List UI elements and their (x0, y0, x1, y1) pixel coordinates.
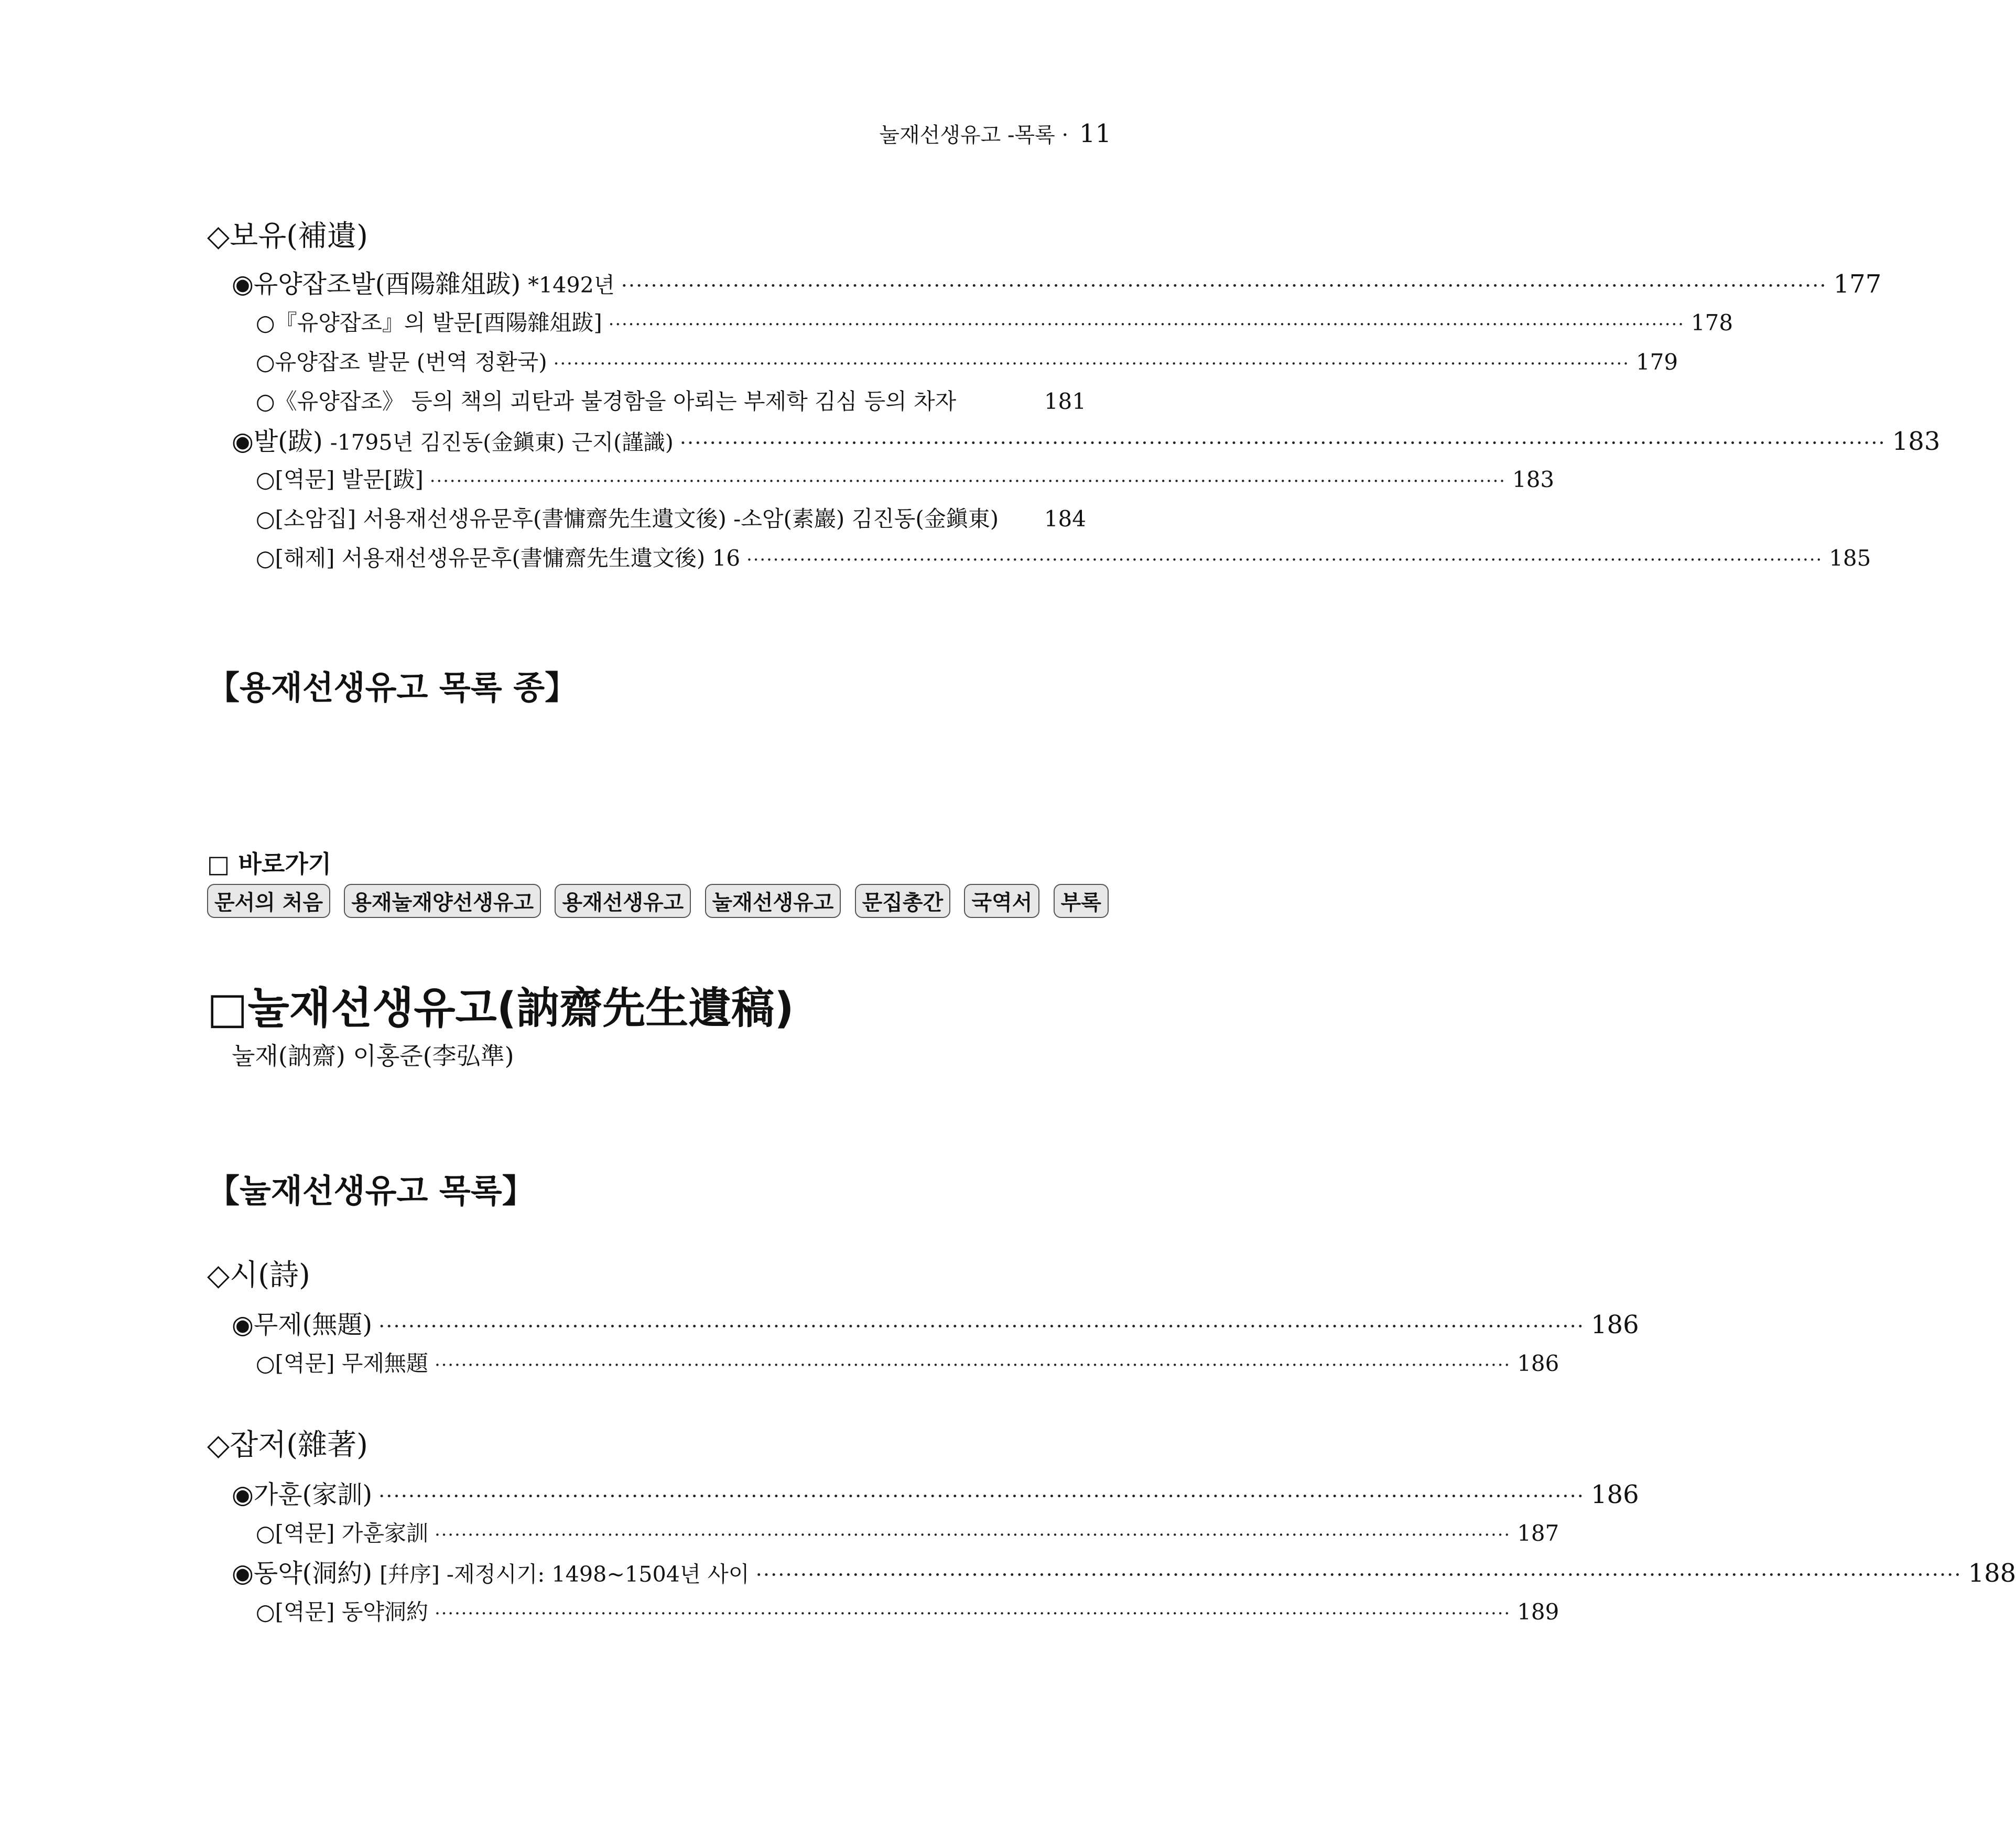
leader-dots: ·································································································································································· (435, 1603, 1511, 1624)
toc-page-number: 188 (1968, 1559, 2016, 1588)
toc-entry[interactable]: ○《유양잡조》 등의 책의 괴탄과 불경함을 아뢰는 부제학 김심 등의 차자 181 (256, 388, 1086, 414)
leader-dots: ·································································································································································· (746, 549, 1823, 570)
toc-page-number: 186 (1591, 1480, 1639, 1509)
end-of-toc-heading: 【용재선생유고 목록 종】 (207, 668, 578, 707)
author-line: 눌재(訥齋) 이홍준(李弘準) (232, 1042, 514, 1070)
leader-dots: ·································································································································································· (378, 1315, 1585, 1338)
toc-entry[interactable]: ○[소암집] 서용재선생유문후(書慵齋先生遺文後) -소암(素巖) 김진동(金鎭東) 184 (256, 506, 1086, 532)
leader-dots: ·································································································································································· (435, 1525, 1511, 1545)
leader-dots: ·································································································································································· (755, 1563, 1962, 1587)
toc-entry[interactable]: ◉가훈(家訓) ·································································································································································· 186 (232, 1480, 1639, 1509)
leader-dots: ·································································································································································· (378, 1485, 1585, 1508)
toc-entry[interactable]: ◉무제(無題) ·································································································································································· 186 (232, 1310, 1639, 1339)
toc-entry[interactable]: ○[역문] 가훈家訓 ·································································································································································· 187 (256, 1520, 1559, 1546)
shortcut-button-munjip[interactable]: 문집총간 (855, 884, 951, 918)
toc-page-number: 187 (1517, 1520, 1559, 1546)
leader-dots: ·································································································································································· (679, 431, 1886, 455)
shortcut-bar (207, 884, 1109, 918)
toc-page-number: 177 (1833, 269, 1882, 299)
toc-page-number: 183 (1892, 427, 1941, 456)
toc-entry[interactable]: ◉발(跋) -1795년 김진동(金鎭東) 근지(謹識) ·································································································································································· 183 (232, 427, 1941, 456)
shortcut-button-translation[interactable]: 국역서 (964, 884, 1039, 918)
toc-entry[interactable]: ○유양잡조 발문 (번역 정환국) ·································································································································································· 179 (256, 349, 1678, 375)
shortcut-button-yongjae-nuljae[interactable]: 용재눌재양선생유고 (344, 884, 541, 918)
toc-entry[interactable]: ○[역문] 무제無題 ·································································································································································· 186 (256, 1350, 1559, 1376)
shortcut-button-appendix[interactable]: 부록 (1054, 884, 1109, 918)
toc-page-number: 185 (1829, 545, 1871, 571)
running-header (786, 118, 1111, 148)
shortcut-label: □ 바로가기 (207, 850, 332, 878)
running-header-separator: · (1061, 123, 1069, 147)
toc-page-number: 181 (1044, 388, 1086, 414)
toc-page-number: 179 (1635, 349, 1678, 375)
toc-page-number: 189 (1517, 1599, 1559, 1625)
shortcut-button-nuljae[interactable]: 눌재선생유고 (705, 884, 841, 918)
toc-page-number: 186 (1517, 1350, 1559, 1376)
toc-entry[interactable]: ○[해제] 서용재선생유문후(書慵齋先生遺文後) 16 ·································································································································································· 185 (256, 545, 1871, 571)
leader-dots: ·································································································································································· (553, 353, 1630, 374)
leader-dots: ·································································································································································· (435, 1355, 1511, 1375)
leader-dots: ·································································································································································· (429, 471, 1506, 491)
toc-page-number: 184 (1044, 506, 1086, 532)
toc-entry[interactable]: ◉유양잡조발(酉陽雜俎跋) *1492년 ·································································································································································· 177 (232, 269, 1882, 299)
leader-dots: ·································································································································································· (621, 274, 1827, 298)
toc-entry[interactable]: ○[역문] 동약洞約 ·································································································································································· 189 (256, 1599, 1559, 1625)
toc-entry[interactable]: ○『유양잡조』의 발문[酉陽雜俎跋] ·································································································································································· 178 (256, 310, 1733, 336)
toc-page-number: 186 (1591, 1310, 1639, 1339)
leader-dots: ·································································································································································· (608, 314, 1685, 334)
toc-heading: 【눌재선생유고 목록】 (207, 1172, 535, 1210)
toc-entry[interactable]: ○[역문] 발문[跋] ·································································································································································· 183 (256, 467, 1555, 492)
toc-page-number: 183 (1512, 467, 1555, 492)
shortcut-button-document-start[interactable]: 문서의 처음 (207, 884, 330, 918)
section-heading-miscellany: ◇잡저(雜著) (207, 1428, 368, 1462)
running-header-title: 눌재선생유고 -목록 (879, 123, 1055, 147)
shortcut-button-yongjae[interactable]: 용재선생유고 (555, 884, 691, 918)
section-heading-poetry: ◇시(詩) (207, 1258, 310, 1292)
toc-page-number: 178 (1690, 310, 1733, 336)
page-number: 11 (1079, 119, 1111, 148)
document-title: □눌재선생유고(訥齋先生遺稿) (207, 984, 794, 1033)
toc-entry[interactable]: ◉동약(洞約) [幷序] -제정시기: 1498~1504년 사이 ·································································································································································· 188 (232, 1559, 2016, 1588)
section-heading-bowoo: ◇보유(補遺) (207, 219, 368, 253)
